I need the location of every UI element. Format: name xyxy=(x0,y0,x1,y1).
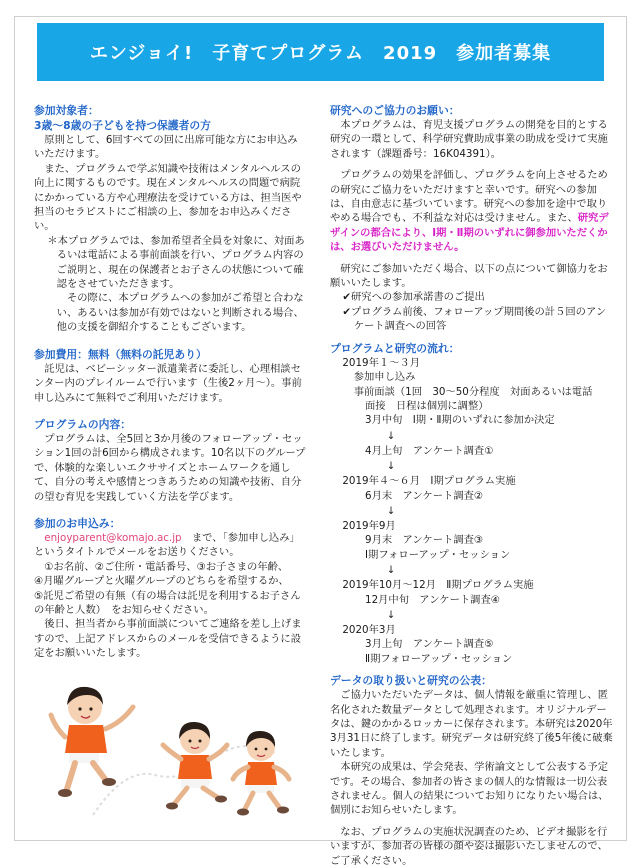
flow-arrow: ↓ xyxy=(386,504,396,517)
flow-arrow: ↓ xyxy=(386,564,396,577)
fee-paragraph: 託児は、ベビーシッター派遣業者に委託し、心理相談センター内のプレイルームで行います（生後2ヶ月～）。事前申し込みにて無料でご利用いただけます。 xyxy=(34,362,302,404)
flow-step: 4月上旬 アンケート調査① xyxy=(365,444,494,457)
check-item-survey: ✔プログラム前後、フォローアップ期間後の計５回のアンケート調査への回答 xyxy=(342,305,607,333)
left-column xyxy=(34,103,307,661)
apply-paragraph-1 xyxy=(34,531,307,560)
research-paragraph-2-tail: また、 xyxy=(546,212,578,225)
check-item-consent: ✔研究への参加承諾書のご提出 xyxy=(342,291,485,304)
content-heading: プログラムの内容： xyxy=(34,417,132,431)
flow-step: 6月末 アンケート調査② xyxy=(365,489,484,502)
flow-step: 2020年3月 xyxy=(342,623,396,636)
target-paragraph-1: 原則として、6回すべての回に出席可能な方にお申込みいただけます。 xyxy=(34,134,298,161)
page-title: エンジョイ! 子育てプログラム 2019 参加者募集 xyxy=(89,43,552,64)
flow-list xyxy=(330,356,613,667)
data-paragraph-2: 本研究の成果は、学会発表、学術論文として公表する予定です。その場合、参加者の皆さまの個人的な情報は一切公表されません。個人の結果についてお知りになりたい場合は、個別にお知らせいたします。 xyxy=(330,761,609,817)
flow-heading: プログラムと研究の流れ： xyxy=(330,341,460,355)
flow-step: 事前面談（1回 30～50分程度 対面あるいは電話 xyxy=(353,385,593,398)
title-banner xyxy=(37,23,604,81)
target-note-2: その際に、本プログラムへの参加がご希望と合わない、あるいは参加が有効ではないと判断される場合、他の支援を御紹介することもございます。 xyxy=(56,292,304,334)
apply-item-1: ①お名前、②ご住所・電話番号、③お子さまの年齢、 xyxy=(44,560,289,573)
apply-heading: 参加のお申込み： xyxy=(34,516,121,530)
flow-arrow: ↓ xyxy=(386,460,396,473)
flow-step: 2019年9月 xyxy=(342,519,396,532)
child-left xyxy=(51,687,133,797)
flow-step: Ⅰ期フォローアップ・セッション xyxy=(365,548,511,561)
apply-paragraph-2: 後日、担当者から事前面談についてご連絡を差し上げますので、上記アドレスからのメールを受信できるように設定をお願いいたします。 xyxy=(34,618,302,660)
child-right xyxy=(233,731,289,816)
flow-step: 2019年１～３月 xyxy=(342,356,421,369)
flow-step: 3月中旬 Ⅰ期・Ⅱ期のいずれに参加か決定 xyxy=(365,414,555,427)
right-column xyxy=(330,103,613,868)
flow-step: Ⅱ期フォローアップ・セッション xyxy=(365,652,513,665)
flyer-page xyxy=(14,16,627,867)
flow-step: 9月末 アンケート調査③ xyxy=(365,534,484,547)
target-note-1: ＊本プログラムでは、参加希望者全員を対象に、対面あるいは電話による事前面談を行い、プログラム内容のご説明と、現在の保護者とお子さんの状態について確認をさせていただきます。 xyxy=(47,234,305,291)
research-paragraph-3: 研究にご参加いただく場合、以下の点について御協力をお願いいたします。 xyxy=(330,262,608,290)
flow-step: 3月上旬 アンケート調査⑤ xyxy=(365,638,494,651)
data-paragraph-3: なお、プログラムの実施状況調査のため、ビデオ撮影を行いますが、参加者の皆様の顔や姿は撮影いたしませんので、ご了承ください。 xyxy=(330,825,608,867)
data-heading: データの取り扱いと研究の公表： xyxy=(330,674,492,688)
data-paragraph-1: ご協力いただいたデータは、個人情報を厳重に管理し、匿名化された数量データとして処理されます。オリジナルデータは、鍵のかかるロッカーに保存されます。本研究は2020年3月31日に終了します。研究データは研究終了後5年後に破棄いたします。 xyxy=(330,689,613,759)
research-heading: 研究へのご協力のお願い： xyxy=(330,104,460,117)
child-middle xyxy=(163,722,227,810)
apply-item-3: ⑤託児ご希望の有無（有の場合は託児を利用するお子さんの年齢と人数） をお知らせください。 xyxy=(34,589,301,616)
flow-step: 面接 日程は個別に調整） xyxy=(365,399,489,412)
content-paragraph: プログラムは、全5回と3か月後のフォローアップ・セッション1回の計6回から構成されます。10名以下のグループで、体験的な楽しいエクササイズとホームワークを通して、自分の考えや感情とつきあうための知識や技術、自分の望む育児を実践していく方法を学びます。 xyxy=(34,432,306,503)
email-link[interactable]: enjoyparent@komajo.ac.jp xyxy=(44,531,182,544)
research-checklist xyxy=(330,290,613,333)
flow-step: 2019年10月～12月 Ⅱ期プログラム実施 xyxy=(342,579,534,592)
fee-heading: 参加費用：無料（無料の託児あり） xyxy=(34,347,207,361)
jumping-children-illustration xyxy=(45,667,305,817)
apply-paragraph-1-rest: まで、「参加申し込み」というタイトルでメールをお送りください。 xyxy=(34,531,300,559)
flow-step: 2019年４～６月 Ⅰ期プログラム実施 xyxy=(342,475,516,488)
target-subheading: 3歳～8歳の子どもを持つ保護者の方 xyxy=(34,119,211,132)
research-paragraph-2 xyxy=(330,168,613,254)
target-paragraph-2: また、プログラムで学ぶ知識や技術はメンタルヘルスの向上に関するものです。現在メンタルヘルスの問題で病院にかかっている方や心理療法を受けている方は、担当医や担当のセラピストにご相談の上、参加をお申込みください。 xyxy=(34,162,302,233)
flow-step: 12月中旬 アンケート調査④ xyxy=(365,593,500,606)
research-paragraph-1: 本プログラムは、育児支援プログラムの開発を目的とする研究の一環として、科学研究費助成事業の助成を受けて実施されます（課題番号：16K04391）。 xyxy=(330,119,608,160)
research-design-notice: 研究デザインの都合により、Ⅰ期・Ⅱ期のいずれに御参加いただくかは、お選びいただけません。 xyxy=(330,212,609,254)
flow-arrow: ↓ xyxy=(386,429,396,442)
flow-arrow: ↓ xyxy=(386,608,396,621)
research-paragraph-2-main: プログラムの効果を評価し、プログラムを向上させるための研究にご協力をいただけますと幸いです。研究への参加は、自由意志に基づいています。研究への参加を途中で取りやめる場合でも、不利益な対応は受けません。 xyxy=(330,169,608,225)
apply-item-2: ④月曜グループと火曜グループのどちらを希望するか、 xyxy=(34,575,289,588)
flow-step: 参加申し込み xyxy=(353,371,416,384)
target-heading: 参加対象者： xyxy=(34,104,99,117)
